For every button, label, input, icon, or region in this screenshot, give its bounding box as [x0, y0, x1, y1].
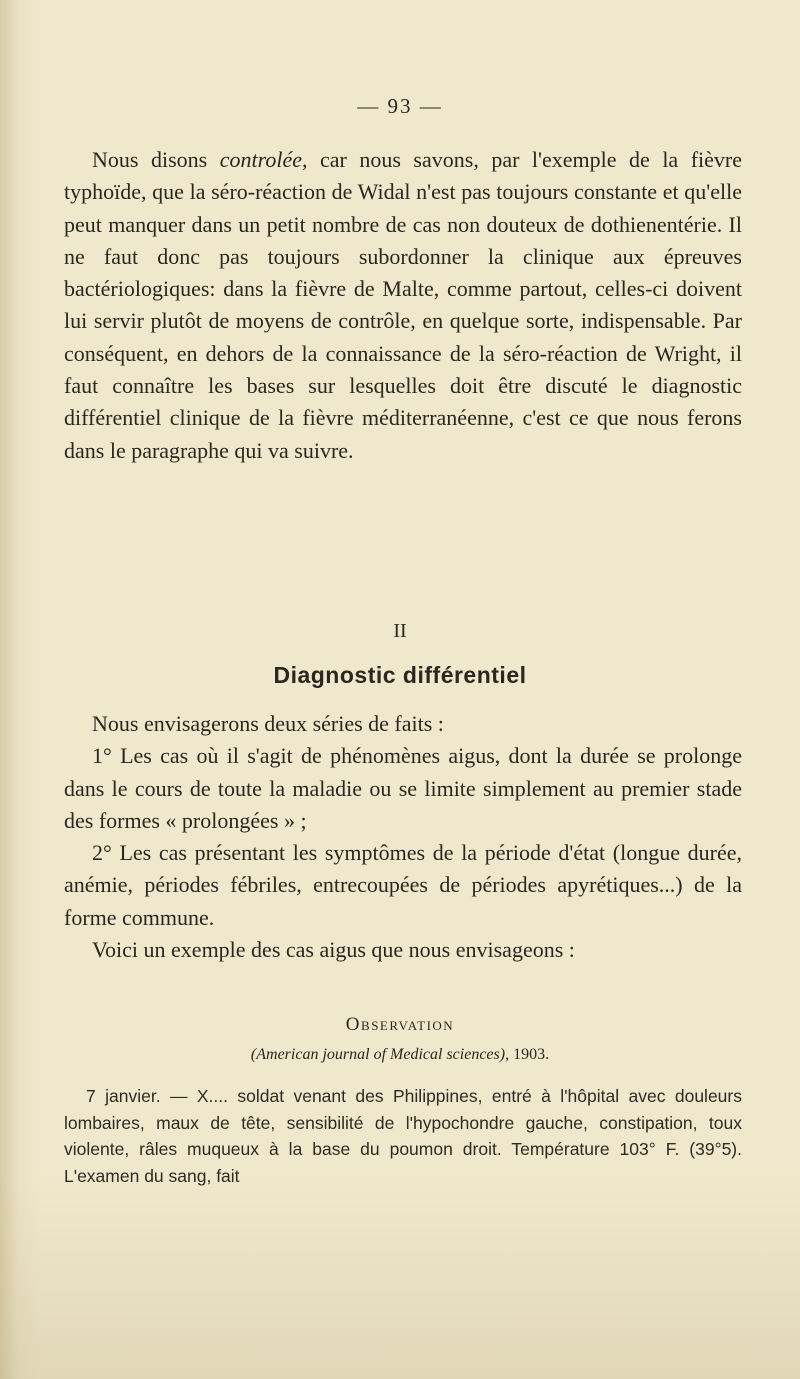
- page-number: — 93 —: [357, 94, 443, 118]
- paragraph-controlled-diagnosis: [64, 144, 742, 467]
- series-item-1: 1° Les cas où il s'agit de phénomènes aigus, dont la durée se prolonge dans le cours de toute la maladie ou se limite simplement au premier stade des formes « prolongées » ;: [64, 743, 742, 833]
- observation-text: 7 janvier. — X.... soldat venant des Philippines, entré à l'hôpital avec douleurs lombaires, maux de tête, sensibilité de l'hypochondre gauche, constipation, toux violente, râles muqueux à la base du poumon droit. Température 103° F. (39°5). L'examen du sang, fait: [64, 1086, 742, 1186]
- section-number: II: [393, 620, 407, 642]
- paragraph-rest: , car nous savons, par l'exemple de la fièvre typhoïde, que la séro-réaction de Widal n'est pas toujours constante et qu'elle peut manquer dans un petit nombre de cas non douteux de dothienentérie. Il ne faut donc pas toujours subordonner la clinique aux épreuves bactériologiques: dans la fièvre de Malte, comme partout, celles-ci doivent lui servir plutôt de moyens de contrôle, en quelque sorte, indispensable. Par conséquent, en dehors de la connaissance de la séro-réaction de Wright, il faut connaître les bases sur lesquelles doit être discuté le diagnostic différentiel clinique de la fièvre méditerranéenne, c'est ce que nous ferons dans le paragraphe qui va suivre.: [64, 147, 742, 463]
- series-intro: Nous envisagerons deux séries de faits :: [92, 711, 444, 736]
- example-intro: Voici un exemple des cas aigus que nous envisageons :: [92, 937, 575, 963]
- section-title: Diagnostic différentiel: [273, 662, 527, 688]
- observation-source: [0, 1046, 800, 1064]
- paragraph-lead: Nous disons: [92, 147, 220, 172]
- source-year: , 1903.: [505, 1046, 550, 1063]
- observation-heading: Observation: [345, 1014, 455, 1035]
- series-item-2: 2° Les cas présentant les symptômes de la période d'état (longue durée, anémie, périodes fébriles, entrecoupées de périodes apyrétiques...) de la forme commune.: [64, 840, 742, 930]
- emphasized-word: controlée: [219, 147, 302, 172]
- paragraph-two-series: [64, 708, 742, 966]
- source-journal: (American journal of Medical sciences): [250, 1046, 506, 1063]
